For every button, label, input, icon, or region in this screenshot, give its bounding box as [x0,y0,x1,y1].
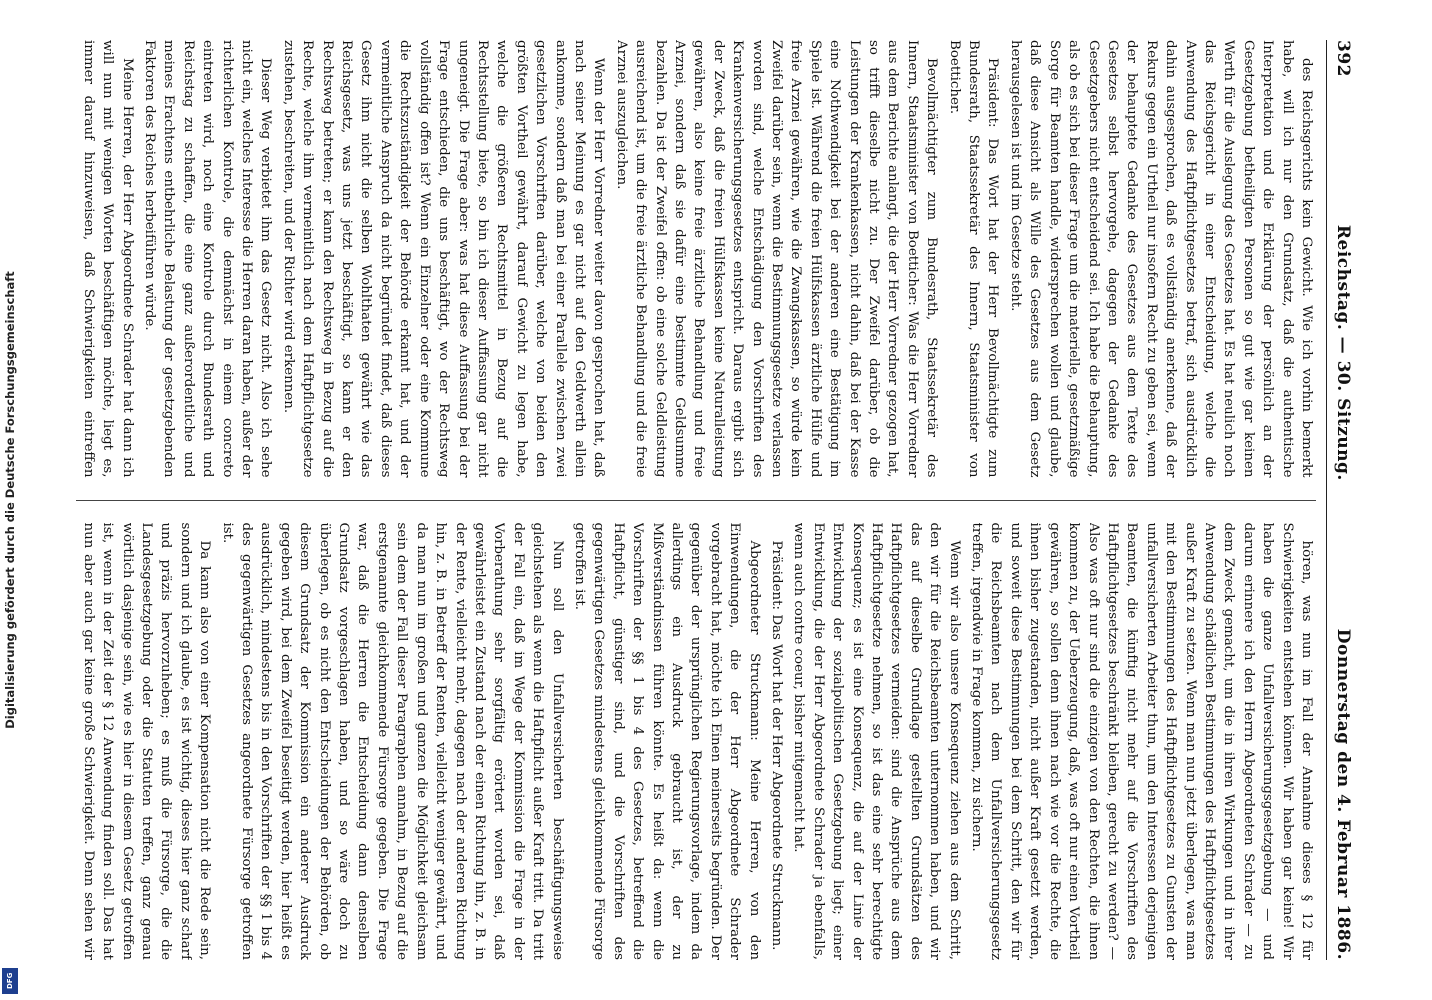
paragraph: Bevollmächtigter zum Bundesrath, Staatssekretär des Innern, Staatsminister von Boetticher: Was die Herr Vorredner aus dem Berichte anlangt, die der Herr Vorredner gezogen hat, so trifft dieselbe nicht zu. Der Zweifel darüber, ob die Leistungen der Krankenkassen, nicht dahin, daß bei der Kasse eine Nothwendigkeit bei der anderen eine Bestätigung im Spiele ist. Während die freien Hülfskassen ärztliche Hülfe und freie Arznei gewähren, wie die Zwangskassen, so würde kein Zweifel darüber sein, wenn die Bestimmungsgesetze verlassen worden sind, welche Entschädigung den Vorschriften des Krankenversicherungsgesetzes entspricht. Daraus ergibt sich der Zweck, daß die freien Hülfskassen keine Naturalleistung gewähren, also keine freie ärztliche Behandlung und freie Arznei, sondern daß sie dafür eine bestimmte Geldsumme bezahlen. Da ist der Zweifel offen: ob eine solche Geldleistung ausreichend ist, um die freie ärztliche Behandlung und die freie Arznei auszugleichen. [613,40,940,478]
page-number: 392 [1333,40,1353,77]
digitization-sidebar [0,0,20,1000]
page-header [1326,40,1353,960]
paragraph: Wenn der Herr Vorredner weiter davon gesprochen hat, daß nach seiner Meinung es gar nicht auf den Geldwerth allein ankomme, sondern daß man bei einer Parallele zwischen zwei gesetzlichen Vorschriften darüber, welche von beiden den größten Vortheil gewährt, darauf Gewicht zu legen habe, welche die größeren Rechtsmittel in Bezug auf die Rechtsstellung biete, so bin ich dieser Auffassung gar nicht ungeneigt. Die Frage aber: was hat diese Auffassung bei der Frage entschieden, die uns beschäftigt, wo der Rechtsweg vollständig offen ist? Wenn ein Einzelner oder eine Kommune die Rechtszuständigkeit der Behörde erkannt hat, und der vermeintliche Anspruch da nicht begründet findet, daß dieses Gesetz ihm nicht die selben Wohlthaten gewährt wie das Reichsgesetz, was uns jetzt beschäftigt, so kann er den Rechtsweg betreten; er kann den Rechtsweg in Bezug auf die Rechte, welche ihm vermeintlich nach dem Haftpflichtgesetze zustehen, beschreiten, und der Richter wird erkennen. [280,40,607,478]
paragraph: Da kann also von einer Kompensation nicht die Rede sein, sondern und ich glaube, es ist wichtig, dieses hier ganz scharf und präzis hervorzuheben; es muß die Fürsorge, die die Landesgesetzgebung oder die Statuten treffen, ganz genau wörtlich dasjenige sein, wie es hier in diesem Gesetz getroffen ist, wenn in der Zeit der § 12 Anwendung finden soll. Das hat nun aber auch gar keine große Schwierigkeit. Denn sehen wir [80,522,213,960]
paragraph: Abgeordneter Struckmann: Meine Herren, von den Einwendungen, die der Herr Abgeordnete Schrader vorgebracht hat, möchte ich Einen meinerseits begründen. Der gegenüber der ursprünglichen Regierungsvorlage, indem da allerdings ein Ausdruck gebraucht ist, der zu Mißverständnissen führen könnte. Es heißt da: wenn die Vorschriften der §§ 1 bis 4 des Gesetzes, betreffend die Haftpflicht, günstiger sind, und die Vorschriften des gegenwärtigen Gesetzes mindestens gleichkommende Fürsorge getroffen ist. [571,522,762,960]
text-columns [76,40,1316,960]
dfg-logo: DFG [2,968,18,994]
paragraph: Präsident: Das Wort hat der Herr Abgeordnete Struckmann. [769,540,785,951]
right-column [76,523,1316,961]
paragraph: Meine Herren, der Herr Abgeordnete Schrader hat dann ich will nun mit wenigen Worten beschäftigen möchte, liegt es, immer darauf hinzuweisen, daß Schwierigkeiten eintreffen [80,40,135,478]
paragraph: Dieser Weg verbietet ihm das Gesetz nicht. Also ich sehe nicht ein, welches Interesse die Herren daran haben, außer der richterlichen Kontrole, die demnächst in einem concreto eintreten wird, noch eine Kontrole durch Bundesrath und Reichstag zu schaffen, die eine ganz außerordentliche und meines Erachtens entbehrliche Belastung der gesetzgebenden Faktoren des Reiches herbeiführen würde. [142,40,274,478]
assembly-title: Reichstag. — 30. Sitzung. [1333,224,1353,481]
session-date: Donnerstag den 4. Februar 1886. [1333,628,1353,960]
column-divider [76,500,1316,501]
left-column [76,40,1316,478]
paragraph: Präsident: Das Wort hat der Herr Bevollmächtigte zum Bundesrath, Staatssekretär des Innern, Staatsminister von Boetticher. [946,40,1001,478]
paragraph: Nun soll den Unfallversicherten beschäftigungsweise gleichstehen als wenn die Haftpflicht außer Kraft tritt. Da tritt der Fall ein, daß im Wege der Kommission die Frage in der Vorberathung sehr sorgfältig erörtert worden sei, daß gewährleistet ein Zustand nach der einen Richtung hin, z. B. in der Rente, vielleicht mehr, dagegen nach der anderen Richtung hin, z. B. in Betreff der Renten, vielleicht weniger gewährt, und da man nun im großen und ganzen die Möglichkeit gleichsam sein dem der Fall dieser Paragraphen annahm, in Bezug auf die erstgenannte gleichkommende Fürsorge gegeben. Die Frage war, daß die Herren die Entscheidung dann denselben Grundsatz vorgeschlagen haben, und so wäre doch zu überlegen, ob es nicht den Entscheidungen der Behörden, ob diesem Grundsatz der Kommission ein anderer Ausdruck gegeben wird, bei dem Zweifel beseitigt werden, hier heißt es ausdrücklich, mindestens bis in den Vorschriften der §§ 1 bis 4 des gegenwärtigen Gesetzes angeordnete Fürsorge getroffen ist. [219,522,565,960]
paragraph: des Reichsgerichts kein Gewicht. Wie ich vorhin bemerkt habe, will ich nur den Grundsatz, daß die authentische Interpretation und die Erklärung der persönlich an der Gesetzgebung betheiligten Personen so gut wie gar keinen Werth für die Auslegung des Gesetzes hat. Es hat neulich noch das Reichsgericht in einer Entscheidung, welche die Anwendung des Haftpflichtgesetzes betraf, sich ausdrücklich dahin ausgesprochen, daß es vollständig anerkenne, daß der Rekurs gegen ein Urtheil nur insofern Recht zu geben sei, wenn der behauptete Gedanke des Gesetzes aus dem Texte des Gesetzes selbst hervorgehe, dagegen der Gedanke des Gesetzgebers nicht entscheidend sei. Ich habe die Behauptung, als ob es sich bei dieser Frage um die materielle, gesetzmäßige Sorge für Beamten handle, widersprechen wollen und glaube, daß diese Ansicht als Wille des Gesetzes aus dem Gesetz herausgelesen ist und im Gesetze steht. [1007,40,1314,478]
rotated-page [51,10,1381,990]
paragraph: hören, was nun im Fall der Annahme dieses § 12 für Schwierigkeiten entstehen können. Wir haben gar keine! Wir haben die ganze Unfallversicherungsgesetzgebung — und darum erinnere ich den Herrn Abgeordneten Schrader — zu dem Zweck gemacht, um die in ihren Wirkungen und in ihrer Anwendung schädlichen Bestimmungen des Haftpflichtgesetzes außer Kraft zu setzen. Wenn man nun jetzt überlegen, was man mit den Bestimmungen des Haftpflichtgesetzes zu Gunsten der unfallversicherten Arbeiter thun, um den Interessen derjenigen Beamten, die künftig nicht mehr auf die Vorschriften des Haftpflichtgesetzes beschränkt bleiben, gerecht zu werden? — Also was oft nur sind die einzigen von den Rechten, die ihnen kommen zu, der Ueberzeugung, daß, was oft nur einen Vortheil gewähren, so sollen denn ihnen nach wie vor die Rechte, die ihnen bisher zugestanden, nicht außer Kraft gesetzt werden, und soweit diese Bestimmungen bei dem Schritt, den wir für die Reichsbeamten nach dem Unfallversicherungsgesetz treffen, irgendwie in Frage kommen, zu sichern. [969,522,1314,960]
funding-caption: Digitalisierung gefördert durch die Deutsche Forschungsgemeinschaft [3,271,17,729]
paragraph: Wenn wir also unsere Konsequenz ziehen aus dem Schritt, den wir für die Reichsbeamten unternommen haben, und wir das auf dieselbe Grundlage gestellten Grundsätzen des Haftpflichtgesetzes vermeiden: sind die Ansprüche aus dem Haftpflichtgesetze nehmen, so ist das eine sehr berechtigte Konsequenz; es ist eine Konsequenz, die auf der Linie der Entwicklung der sozialpolitischen Gesetzgebung liegt; einer Entwicklung, die der Herr Abgeordnete Schrader ja ebenfalls, wenn auch contre coeur, bisher mitgemacht hat. [791,522,962,960]
